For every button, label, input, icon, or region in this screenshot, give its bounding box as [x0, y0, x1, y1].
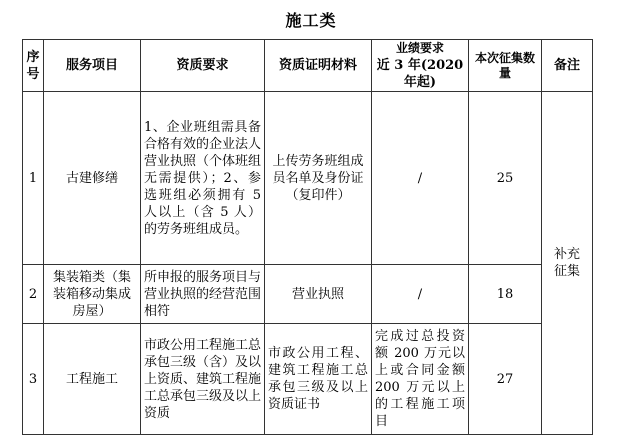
header-seq: 序号 — [23, 40, 44, 92]
cell-qualification: 1、企业班组需具备合格有效的企业法人营业执照（个体班组无需提供）；2、参选班组必须拥有 5 人以上（含 5 人）的劳务班组成员。 — [141, 92, 265, 265]
cell-performance: / — [372, 265, 469, 324]
cell-proof: 营业执照 — [265, 265, 372, 324]
cell-performance: 完成过总投资额 200 万元以上或合同金额 200 万元以上的工程施工项目 — [372, 324, 469, 435]
cell-proof: 上传劳务班组成员名单及身份证（复印件） — [265, 92, 372, 265]
table-row — [23, 324, 593, 435]
header-performance — [372, 40, 469, 92]
header-service: 服务项目 — [44, 40, 141, 92]
cell-performance: / — [372, 92, 469, 265]
cell-remark: 补充征集 — [542, 92, 593, 435]
header-remark: 备注 — [542, 40, 593, 92]
table-row — [23, 265, 593, 324]
cell-quantity: 18 — [469, 265, 542, 324]
cell-service: 集装箱类（集装箱移动集成房屋） — [44, 265, 141, 324]
header-performance-line1: 业绩要求 — [395, 41, 444, 55]
cell-quantity: 25 — [469, 92, 542, 265]
cell-qualification: 所申报的服务项目与营业执照的经营范围相符 — [141, 265, 265, 324]
header-proof: 资质证明材料 — [265, 40, 372, 92]
header-qualification: 资质要求 — [141, 40, 265, 92]
cell-service: 古建修缮 — [44, 92, 141, 265]
cell-qualification: 市政公用工程施工总承包三级（含）及以上资质、建筑工程施工总承包三级及以上资质 — [141, 324, 265, 435]
cell-seq: 3 — [23, 324, 44, 435]
procurement-table — [22, 39, 593, 435]
cell-seq: 2 — [23, 265, 44, 324]
cell-proof: 市政公用工程、建筑工程施工总承包三级及以上资质证书 — [265, 324, 372, 435]
header-quantity: 本次征集数量 — [469, 40, 542, 92]
page-title: 施工类 — [285, 11, 337, 30]
cell-service: 工程施工 — [44, 324, 141, 435]
header-performance-line2: 近 3 年(2020 年起) — [376, 58, 464, 90]
cell-seq: 1 — [23, 92, 44, 265]
cell-quantity: 27 — [469, 324, 542, 435]
table-row — [23, 92, 593, 265]
header-row — [23, 40, 593, 92]
